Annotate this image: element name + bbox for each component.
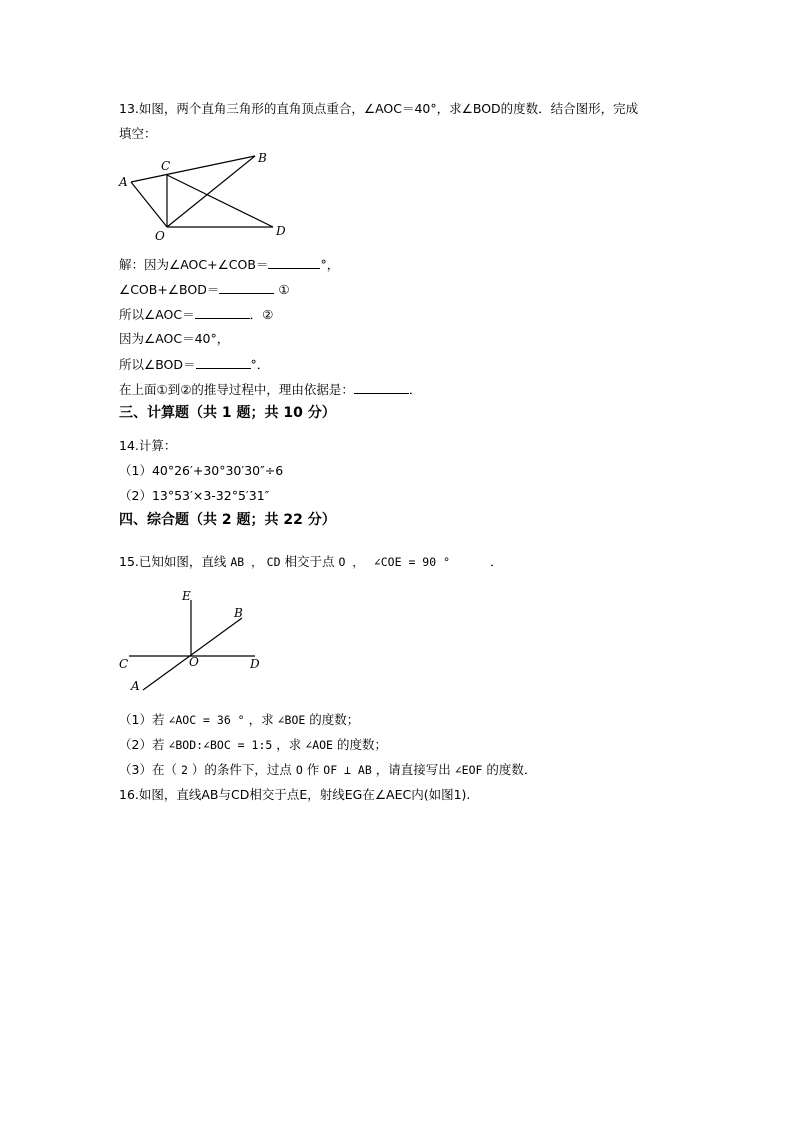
q15-part1 bbox=[119, 711, 359, 729]
q15-part3 bbox=[119, 761, 536, 779]
q15-stem-angle: ∠COE = 90 ° bbox=[373, 555, 450, 569]
q15-stem-mid: 相交于点 bbox=[284, 554, 335, 569]
q13-sol6-suffix: ． bbox=[408, 382, 422, 397]
section-heading-comprehensive: 四、综合题（共 2 题；共 22 分） bbox=[119, 512, 336, 528]
q13-blank-1[interactable] bbox=[268, 255, 320, 269]
fig13-label-o: O bbox=[155, 229, 165, 243]
fig15-label-d: D bbox=[250, 657, 260, 671]
q15-part1-target: ∠BOE bbox=[277, 713, 306, 727]
q15-part2-target: ∠AOE bbox=[305, 738, 333, 752]
q15-part3-num: 2 bbox=[180, 763, 188, 777]
fig15-label-o: O bbox=[189, 655, 199, 669]
q13-sol2-suffix: ① bbox=[278, 282, 290, 297]
q13-solution-line3 bbox=[119, 305, 273, 324]
q15-part3-prefix: （3）在（ bbox=[119, 762, 177, 777]
q13-sol1-suffix: °， bbox=[320, 257, 340, 272]
q13-sol3-suffix: ．② bbox=[249, 307, 274, 322]
fig15-label-c: C bbox=[119, 657, 129, 671]
q13-sol2-prefix: ∠COB+∠BOD＝ bbox=[119, 282, 220, 297]
q15-part3-target: ∠EOF bbox=[454, 763, 483, 777]
q13-figure bbox=[115, 148, 295, 248]
fig15-label-b: B bbox=[234, 606, 243, 620]
fig13-label-c: C bbox=[161, 159, 171, 173]
q13-solution-line1 bbox=[119, 255, 339, 274]
q15-part3-o: O bbox=[295, 763, 303, 777]
q13-solution-line2 bbox=[119, 280, 290, 299]
q15-part3-mid1: ）的条件下，过点 bbox=[191, 762, 292, 777]
q15-part1-cond: ∠AOC = 36 ° bbox=[168, 713, 245, 727]
q15-part3-end: 的度数． bbox=[486, 762, 537, 777]
q13-solution-line4: 因为∠AOC＝40°， bbox=[119, 331, 230, 346]
q15-stem-cd: CD bbox=[266, 555, 281, 569]
q15-part3-mid2: 作 bbox=[306, 762, 320, 777]
q15-part3-mid3: ，请直接写出 bbox=[375, 762, 451, 777]
q13-solution-line5 bbox=[119, 355, 269, 374]
q15-part2-prefix: （2）若 bbox=[119, 737, 165, 752]
q13-stem-line2: 填空： bbox=[119, 126, 157, 141]
q13-stem-line1: 13.如图，两个直角三角形的直角顶点重合，∠AOC＝40°，求∠BOD的度数．结合图形，完成 bbox=[119, 101, 639, 116]
fig13-label-d: D bbox=[276, 224, 286, 238]
q15-part3-perp: OF ⊥ AB bbox=[323, 763, 372, 777]
q13-sol1-prefix: 解：因为∠AOC+∠COB＝ bbox=[119, 257, 269, 272]
fig15-label-e: E bbox=[182, 589, 191, 603]
q14-stem: 14.计算： bbox=[119, 438, 177, 453]
q15-part1-prefix: （1）若 bbox=[119, 712, 165, 727]
q13-blank-3[interactable] bbox=[195, 305, 250, 319]
q15-stem bbox=[119, 553, 503, 571]
q13-solution-line6 bbox=[119, 380, 421, 399]
q15-part2-mid: ，求 bbox=[276, 737, 302, 752]
section-heading-calculation: 三、计算题（共 1 题；共 10 分） bbox=[119, 405, 336, 421]
q13-sol3-prefix: 所以∠AOC＝ bbox=[119, 307, 195, 322]
q15-stem-o: O ， bbox=[338, 555, 364, 569]
q16-stem: 16.如图，直线AB与CD相交于点E，射线EG在∠AEC内(如图1). bbox=[119, 787, 471, 802]
q15-figure bbox=[115, 588, 275, 698]
q15-part2-cond: ∠BOD:∠BOC = 1:5 bbox=[168, 738, 273, 752]
q15-part1-end: 的度数； bbox=[309, 712, 360, 727]
fig15-label-a: A bbox=[131, 679, 140, 693]
q15-stem-prefix: 15.已知如图，直线 bbox=[119, 554, 227, 569]
q15-stem-end: ． bbox=[489, 554, 503, 569]
q13-blank-4[interactable] bbox=[196, 355, 251, 369]
q15-part2-end: 的度数； bbox=[336, 737, 387, 752]
q13-sol5-prefix: 所以∠BOD＝ bbox=[119, 357, 196, 372]
q13-blank-5[interactable] bbox=[354, 380, 409, 394]
fig13-label-b: B bbox=[258, 151, 267, 165]
q14-part2: （2）13°53′×3-32°5′31″ bbox=[119, 488, 270, 503]
q15-part1-mid: ，求 bbox=[248, 712, 274, 727]
q14-part1: （1）40°26′+30°30′30″÷6 bbox=[119, 463, 284, 478]
q13-sol6-prefix: 在上面①到②的推导过程中，理由依据是： bbox=[119, 382, 354, 397]
q15-stem-ab: AB ， bbox=[230, 555, 263, 569]
q15-part2 bbox=[119, 736, 387, 754]
q13-blank-2[interactable] bbox=[219, 280, 274, 294]
fig13-label-a: A bbox=[119, 175, 128, 189]
q13-sol5-suffix: °． bbox=[250, 357, 270, 372]
